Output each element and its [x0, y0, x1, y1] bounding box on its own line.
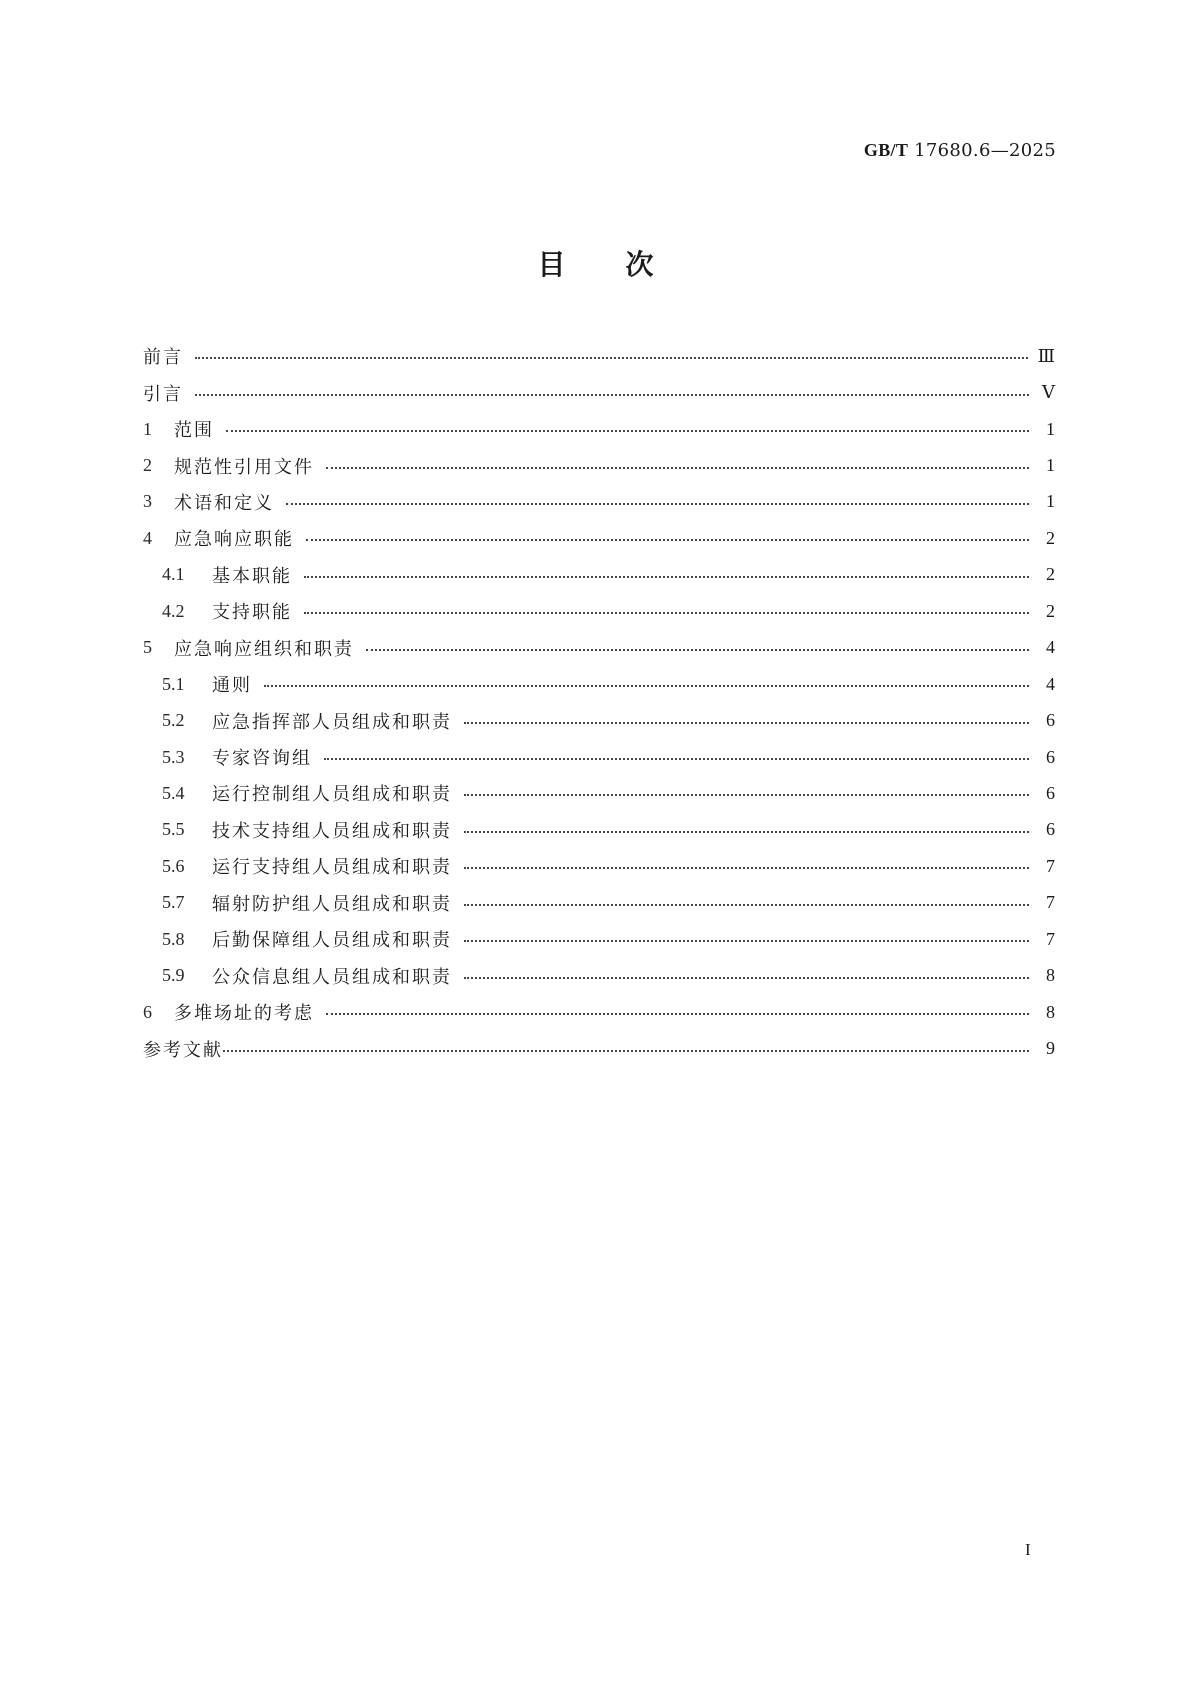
- toc-entry-title: 技术支持组人员组成和职责: [212, 820, 452, 842]
- toc-entry-title: 参考文献: [143, 1039, 223, 1061]
- toc-leader-dots: [195, 384, 1029, 402]
- toc-entry[interactable]: [143, 848, 1055, 884]
- toc-leader-dots: [223, 1040, 1029, 1058]
- toc-entry-number: 5.9: [162, 965, 185, 986]
- toc-leader-dots: [226, 420, 1029, 438]
- toc-leader-dots: [464, 821, 1029, 839]
- toc-leader-dots: [326, 457, 1029, 475]
- toc-leader-dots: [366, 639, 1029, 657]
- toc-entry[interactable]: [143, 338, 1055, 374]
- toc-entry-title: 多堆场址的考虑: [174, 1003, 314, 1025]
- toc-entry-page: 1: [1046, 418, 1055, 439]
- toc-entry-page: 6: [1046, 782, 1055, 803]
- toc-entry-title: 应急响应职能: [174, 529, 294, 551]
- toc-leader-dots: [195, 347, 1028, 365]
- toc-entry-page: 2: [1046, 527, 1055, 548]
- toc-entry-number: 5: [143, 637, 152, 658]
- toc-entry[interactable]: [143, 374, 1055, 410]
- toc-leader-dots: [306, 529, 1029, 547]
- toc-entry-title: 前言: [143, 347, 183, 369]
- toc-entry[interactable]: [143, 739, 1055, 775]
- toc-entry[interactable]: [143, 593, 1055, 629]
- toc-entry-page: 8: [1046, 965, 1055, 986]
- table-of-contents: [143, 338, 1055, 1067]
- toc-entry-page: Ⅲ: [1037, 345, 1055, 366]
- toc-leader-dots: [264, 675, 1029, 693]
- toc-leader-dots: [464, 967, 1029, 985]
- standard-number: 17680.6—2025: [914, 140, 1056, 161]
- toc-entry-number: 5.5: [162, 819, 185, 840]
- toc-entry-page: 1: [1046, 455, 1055, 476]
- toc-entry-page: Ⅴ: [1042, 382, 1055, 403]
- toc-entry-title: 运行控制组人员组成和职责: [212, 784, 452, 806]
- toc-entry[interactable]: [143, 775, 1055, 811]
- toc-entry-number: 4.1: [162, 564, 185, 585]
- toc-entry[interactable]: [143, 812, 1055, 848]
- toc-entry-page: 7: [1046, 892, 1055, 913]
- toc-entry-number: 6: [143, 1001, 152, 1022]
- toc-leader-dots: [304, 566, 1029, 584]
- toc-entry-number: 5.1: [162, 673, 185, 694]
- toc-entry-page: 1: [1046, 491, 1055, 512]
- toc-entry-number: 3: [143, 491, 152, 512]
- page-title: 目次: [537, 248, 714, 281]
- toc-entry[interactable]: [143, 666, 1055, 702]
- toc-entry-page: 7: [1046, 855, 1055, 876]
- toc-entry-page: 4: [1046, 673, 1055, 694]
- toc-leader-dots: [304, 602, 1029, 620]
- toc-entry[interactable]: [143, 411, 1055, 447]
- toc-entry-title: 公众信息组人员组成和职责: [212, 966, 452, 988]
- toc-entry[interactable]: [143, 957, 1055, 993]
- toc-entry-number: 4: [143, 527, 152, 548]
- toc-entry-title: 专家咨询组: [212, 748, 312, 770]
- standard-code: [864, 140, 1056, 161]
- toc-entry[interactable]: [143, 484, 1055, 520]
- toc-entry-title: 应急响应组织和职责: [174, 638, 354, 660]
- toc-entry-page: 6: [1046, 710, 1055, 731]
- toc-entry[interactable]: [143, 557, 1055, 593]
- toc-entry-title: 应急指挥部人员组成和职责: [212, 711, 452, 733]
- toc-entry[interactable]: [143, 520, 1055, 556]
- standard-prefix: GB/T: [863, 140, 909, 160]
- toc-entry-title: 基本职能: [212, 565, 292, 587]
- toc-leader-dots: [464, 784, 1029, 802]
- toc-entry[interactable]: [143, 1030, 1055, 1066]
- toc-entry-number: 4.2: [162, 600, 185, 621]
- toc-entry-number: 1: [143, 418, 152, 439]
- toc-entry-title: 范围: [174, 420, 214, 442]
- toc-entry-title: 支持职能: [212, 602, 292, 624]
- page-number: I: [1025, 1540, 1031, 1559]
- toc-entry-page: 8: [1046, 1001, 1055, 1022]
- toc-entry-number: 5.8: [162, 928, 185, 949]
- toc-entry-page: 6: [1046, 819, 1055, 840]
- toc-entry-number: 5.6: [162, 855, 185, 876]
- toc-entry-number: 5.3: [162, 746, 185, 767]
- toc-entry[interactable]: [143, 885, 1055, 921]
- toc-entry[interactable]: [143, 630, 1055, 666]
- toc-entry-number: 5.2: [162, 710, 185, 731]
- toc-entry-title: 运行支持组人员组成和职责: [212, 857, 452, 879]
- toc-leader-dots: [464, 930, 1029, 948]
- toc-entry-title: 后勤保障组人员组成和职责: [212, 930, 452, 952]
- toc-leader-dots: [464, 894, 1029, 912]
- toc-entry-title: 规范性引用文件: [174, 456, 314, 478]
- toc-entry-number: 2: [143, 455, 152, 476]
- toc-entry-page: 7: [1046, 928, 1055, 949]
- toc-leader-dots: [326, 1003, 1029, 1021]
- toc-entry-number: 5.7: [162, 892, 185, 913]
- toc-leader-dots: [464, 857, 1029, 875]
- toc-entry-page: 9: [1046, 1038, 1055, 1059]
- toc-entry-number: 5.4: [162, 782, 185, 803]
- toc-entry-page: 2: [1046, 600, 1055, 621]
- toc-entry[interactable]: [143, 702, 1055, 738]
- toc-leader-dots: [464, 712, 1029, 730]
- toc-entry[interactable]: [143, 921, 1055, 957]
- toc-entry-title: 引言: [143, 383, 183, 405]
- toc-entry-page: 6: [1046, 746, 1055, 767]
- toc-entry-page: 2: [1046, 564, 1055, 585]
- toc-entry-title: 辐射防护组人员组成和职责: [212, 893, 452, 915]
- toc-entry[interactable]: [143, 994, 1055, 1030]
- toc-leader-dots: [286, 493, 1029, 511]
- toc-entry-title: 通则: [212, 675, 252, 697]
- toc-leader-dots: [324, 748, 1029, 766]
- toc-entry-page: 4: [1046, 637, 1055, 658]
- toc-entry[interactable]: [143, 447, 1055, 483]
- toc-entry-title: 术语和定义: [174, 492, 274, 514]
